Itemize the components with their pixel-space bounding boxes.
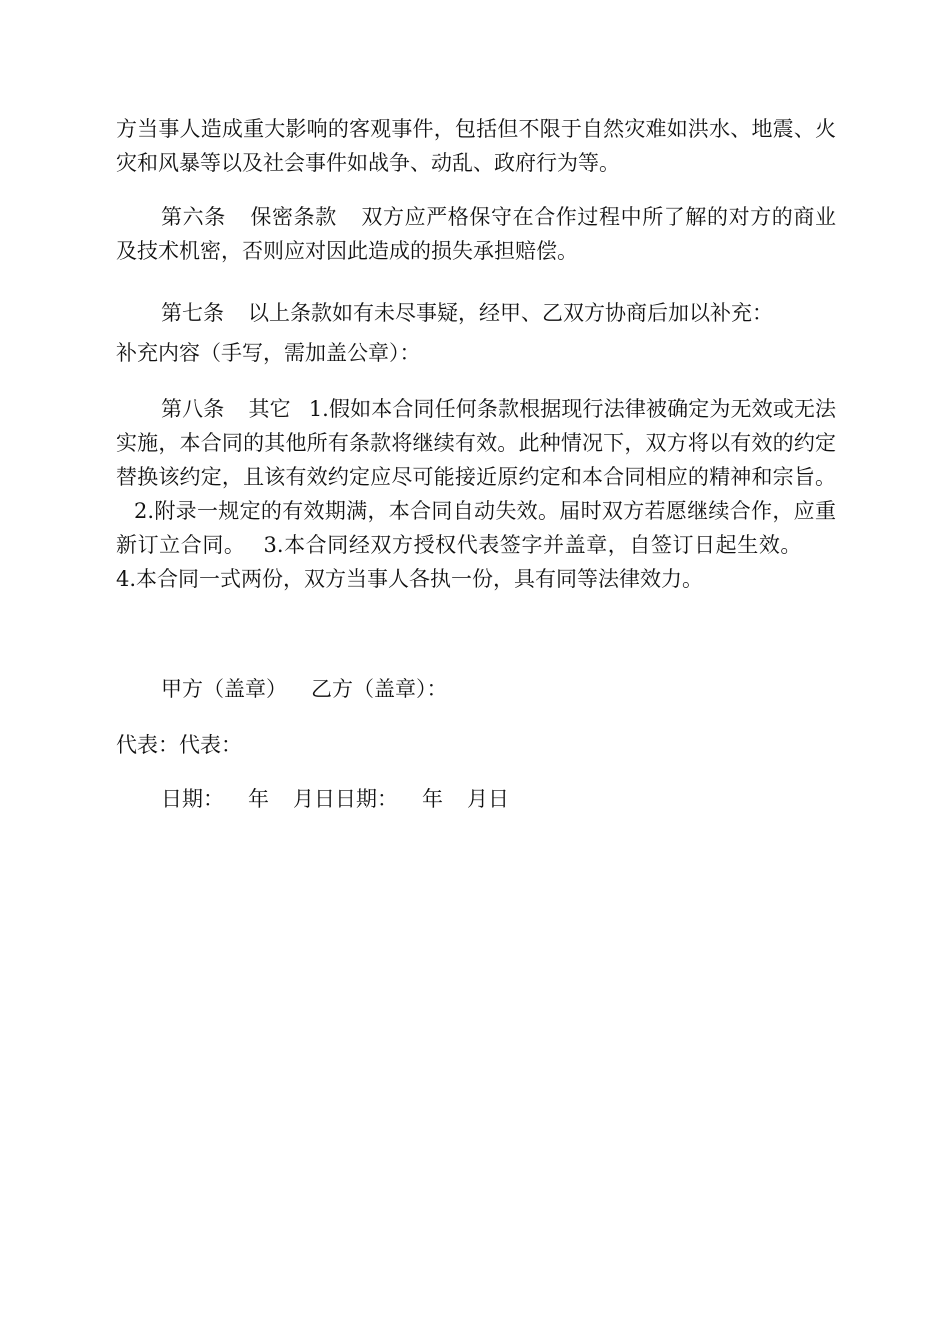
paragraph-force-majeure xyxy=(116,112,836,180)
date-year-a: 年 xyxy=(248,787,269,811)
paragraph-article-6 xyxy=(116,200,836,268)
party-b-seal-label: 乙方（盖章）： xyxy=(311,677,448,701)
article-7-body: 以上条款如有未尽事疑，经甲、乙双方协商后加以补充： xyxy=(248,301,773,325)
date-monthday-label: 月日日期： xyxy=(293,787,398,811)
article-8-item-3: 3.本合同经双方授权代表签字并盖章，自签订日起生效。 xyxy=(263,533,802,557)
force-majeure-text: 方当事人造成重大影响的客观事件，包括但不限于自然灾难如洪水、地震、火灾和风暴等以及社会事件如战争、动乱、政府行为等。 xyxy=(116,117,836,175)
date-line xyxy=(116,782,836,816)
signature-line xyxy=(116,672,836,706)
representative-label: 代表：代表： xyxy=(116,733,242,757)
representative-line xyxy=(116,728,836,762)
article-6-body: 双方应严格保守在合作过程中所了解的对方的商业及技术机密，否则应对因此造成的损失承担赔偿。 xyxy=(116,205,837,263)
date-year-b: 年 xyxy=(422,787,443,811)
date-monthday-b: 月日 xyxy=(467,787,509,811)
supplement-label: 补充内容（手写，需加盖公章）： xyxy=(116,341,421,365)
date-label-a: 日期： xyxy=(161,787,224,811)
paragraph-supplement xyxy=(116,336,836,370)
paragraph-article-7 xyxy=(116,296,836,330)
article-6-heading: 第六条 xyxy=(161,205,226,229)
party-a-seal-label: 甲方（盖章） xyxy=(161,677,287,701)
article-8-heading: 第八条 xyxy=(161,397,225,421)
paragraph-article-8 xyxy=(116,392,836,596)
article-8-item-1: 1.假如本合同任何条款根据现行法律被确定为无效或无法实施，本合同的其他所有条款将继续有效。此种情况下，双方将以有效的约定替换该约定，且该有效约定应尽可能接近原约定和本合同相应的精神和宗旨。 xyxy=(116,397,837,489)
article-8-title: 其它 xyxy=(248,397,291,421)
article-8-item-4: 4.本合同一式两份，双方当事人各执一份，具有同等法律效力。 xyxy=(116,567,704,591)
article-7-heading: 第七条 xyxy=(161,301,224,325)
article-8-item-2: 2.附录一规定的有效期满，本合同自动失效。届时双方若愿继续合作，应重新订立合同。 xyxy=(116,499,836,557)
article-6-title: 保密条款 xyxy=(249,205,337,229)
